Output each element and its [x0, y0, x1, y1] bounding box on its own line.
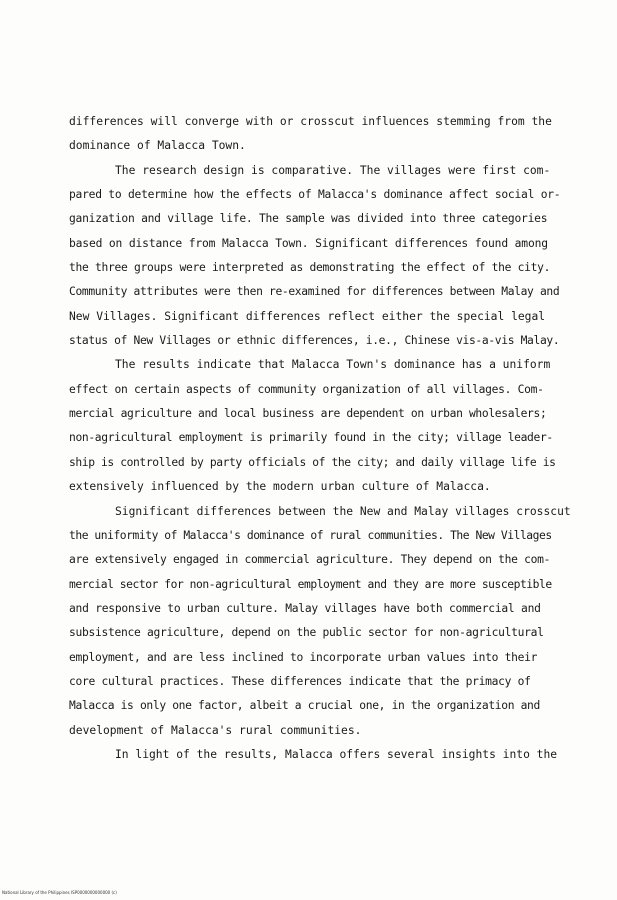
text-line: subsistence agriculture, depend on the public sector for non-agricultural — [69, 626, 544, 640]
text-line: status of New Villages or ethnic differences, i.e., Chinese vis-a-vis Malay. — [69, 334, 560, 348]
text-line: ganization and village life. The sample was divided into three categories — [69, 212, 548, 226]
text-line: mercial sector for non-agricultural employment and they are more susceptible — [69, 577, 552, 591]
text-line: and responsive to urban culture. Malay villages have both commercial and — [69, 601, 541, 615]
text-line: are extensively engaged in commercial agriculture. They depend on the com- — [69, 553, 551, 567]
text-line: The research design is comparative. The villages were first com- — [115, 163, 551, 177]
text-line: development of Malacca's rural communities. — [69, 723, 362, 737]
text-line: pared to determine how the effects of Malacca's dominance affect social or- — [69, 188, 561, 202]
text-line: The results indicate that Malacca Town's dominance has a uniform — [115, 358, 551, 372]
text-line: mercial agriculture and local business are dependent on urban wholesalers; — [69, 407, 547, 421]
text-line: the three groups were interpreted as demonstrating the effect of the city. — [69, 261, 551, 275]
text-line: Significant differences between the New and Malay villages crosscut — [115, 504, 571, 518]
text-line: the uniformity of Malacca's dominance of rural communities. The New Villages — [69, 528, 552, 542]
text-line: Community attributes were then re-examined for differences between Malay and — [69, 285, 560, 299]
text-line: In light of the results, Malacca offers several insights into the — [115, 747, 558, 761]
text-line: New Villages. Significant differences reflect either the special legal — [69, 309, 546, 323]
text-line: non-agricultural employment is primarily found in the city; village leader- — [69, 431, 553, 445]
body-text — [69, 110, 569, 767]
page-footer: National Library of the Philippines ISP0000000000000 (c) — [2, 890, 117, 895]
text-line: based on distance from Malacca Town. Significant differences found among — [69, 236, 548, 250]
text-line: ship is controlled by party officials of the city; and daily village life is — [69, 455, 556, 469]
text-line: core cultural practices. These differences indicate that the primacy of — [69, 674, 531, 688]
text-line: dominance of Malacca Town. — [69, 139, 246, 153]
text-line: employment, and are less inclined to incorporate urban values into their — [69, 650, 538, 664]
text-line: differences will converge with or crosscut influences stemming from the — [69, 115, 552, 128]
text-line: extensively influenced by the modern urban culture of Malacca. — [69, 480, 491, 494]
text-line: effect on certain aspects of community organization of all villages. Com- — [69, 382, 544, 396]
text-line: Malacca is only one factor, albeit a crucial one, in the organization and — [69, 699, 540, 713]
